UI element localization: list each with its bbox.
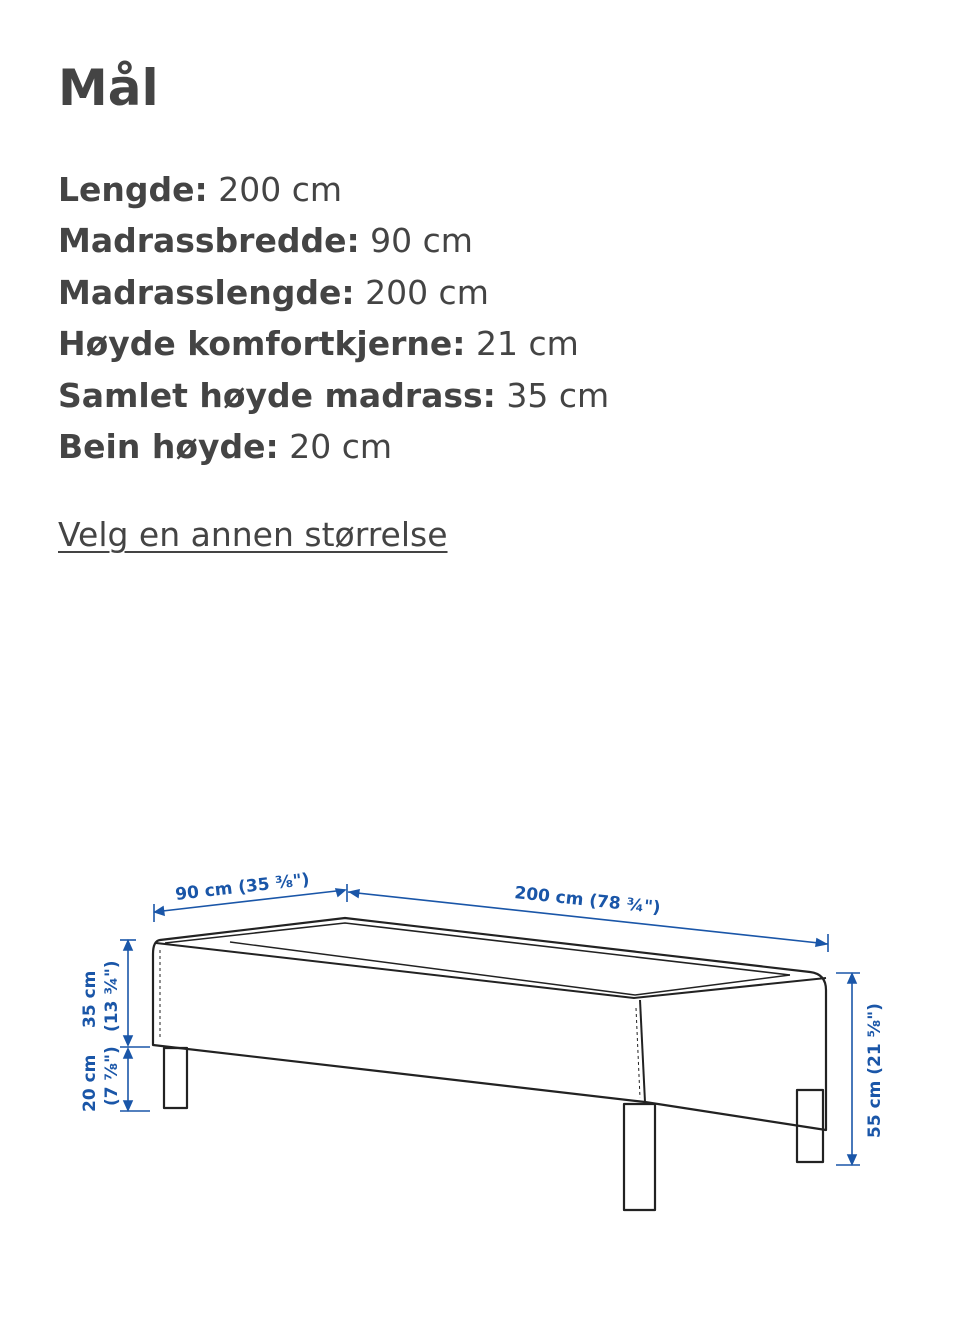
arrowhead [848,974,856,983]
dimension-value: 35 cm [506,375,610,415]
choose-other-size-link[interactable]: Velg en annen størrelse [58,515,448,554]
dimension-value: 90 cm [370,221,473,261]
dimension-label: Lengde: [58,170,208,209]
arrowhead [350,890,359,897]
bed-leg-front-right [624,1104,655,1210]
mattress-top-outline [153,918,826,1130]
dimension-value: 21 cm [475,324,579,364]
width-dimension-label: 90 cm (35 ⅜") [174,869,311,905]
bed-drawing [153,918,826,1210]
length-dimension-label: 200 cm (78 ¾") [513,883,662,919]
dimension-value: 200 cm [218,170,343,209]
arrowhead [124,1036,132,1045]
dimension-row-length [58,164,609,215]
dimension-lines [120,884,860,1165]
mattress-corner-edge [640,1000,645,1102]
arrowhead [336,889,345,896]
dimension-label: Samlet høyde madrass: [58,375,496,415]
mattress-seam [160,950,640,1098]
leg-height-in-label: (7 ⅞") [102,1046,122,1106]
bed-dimension-diagram [0,840,960,1240]
dimension-value: 20 cm [289,427,392,467]
dimension-label: Madrasslengde: [58,272,355,312]
leg-height-cm-label: 20 cm [80,1054,100,1112]
mattress-height-cm-label: 35 cm [80,970,100,1028]
mattress-front-top-edge [156,943,826,998]
dimension-row-comfort-core-height [58,318,609,369]
arrowhead [124,941,132,950]
arrowhead [124,1101,132,1110]
dimensions-list [58,164,609,472]
dimension-row-mattress-length [58,267,609,318]
arrowhead [816,939,826,946]
mattress-top-inner-edge [165,923,790,975]
dimension-row-total-mattress-height [58,370,609,421]
dimension-value: 200 cm [365,272,489,312]
page-title: Mål [58,59,159,117]
arrowhead [848,1155,856,1164]
mattress-top-inner-line [230,942,790,995]
dimension-label: Bein høyde: [58,427,279,467]
arrowhead [155,907,164,915]
mattress-height-in-label: (13 ¾") [102,960,122,1032]
arrowhead [124,1049,132,1058]
dimension-row-mattress-width [58,215,609,266]
dimension-label: Høyde komfortkjerne: [58,324,466,364]
total-height-label: 55 cm (21 ⅝") [865,1003,885,1138]
bed-leg-front-left [164,1048,187,1108]
dimension-row-leg-height [58,421,609,472]
dimension-label: Madrassbredde: [58,221,360,261]
